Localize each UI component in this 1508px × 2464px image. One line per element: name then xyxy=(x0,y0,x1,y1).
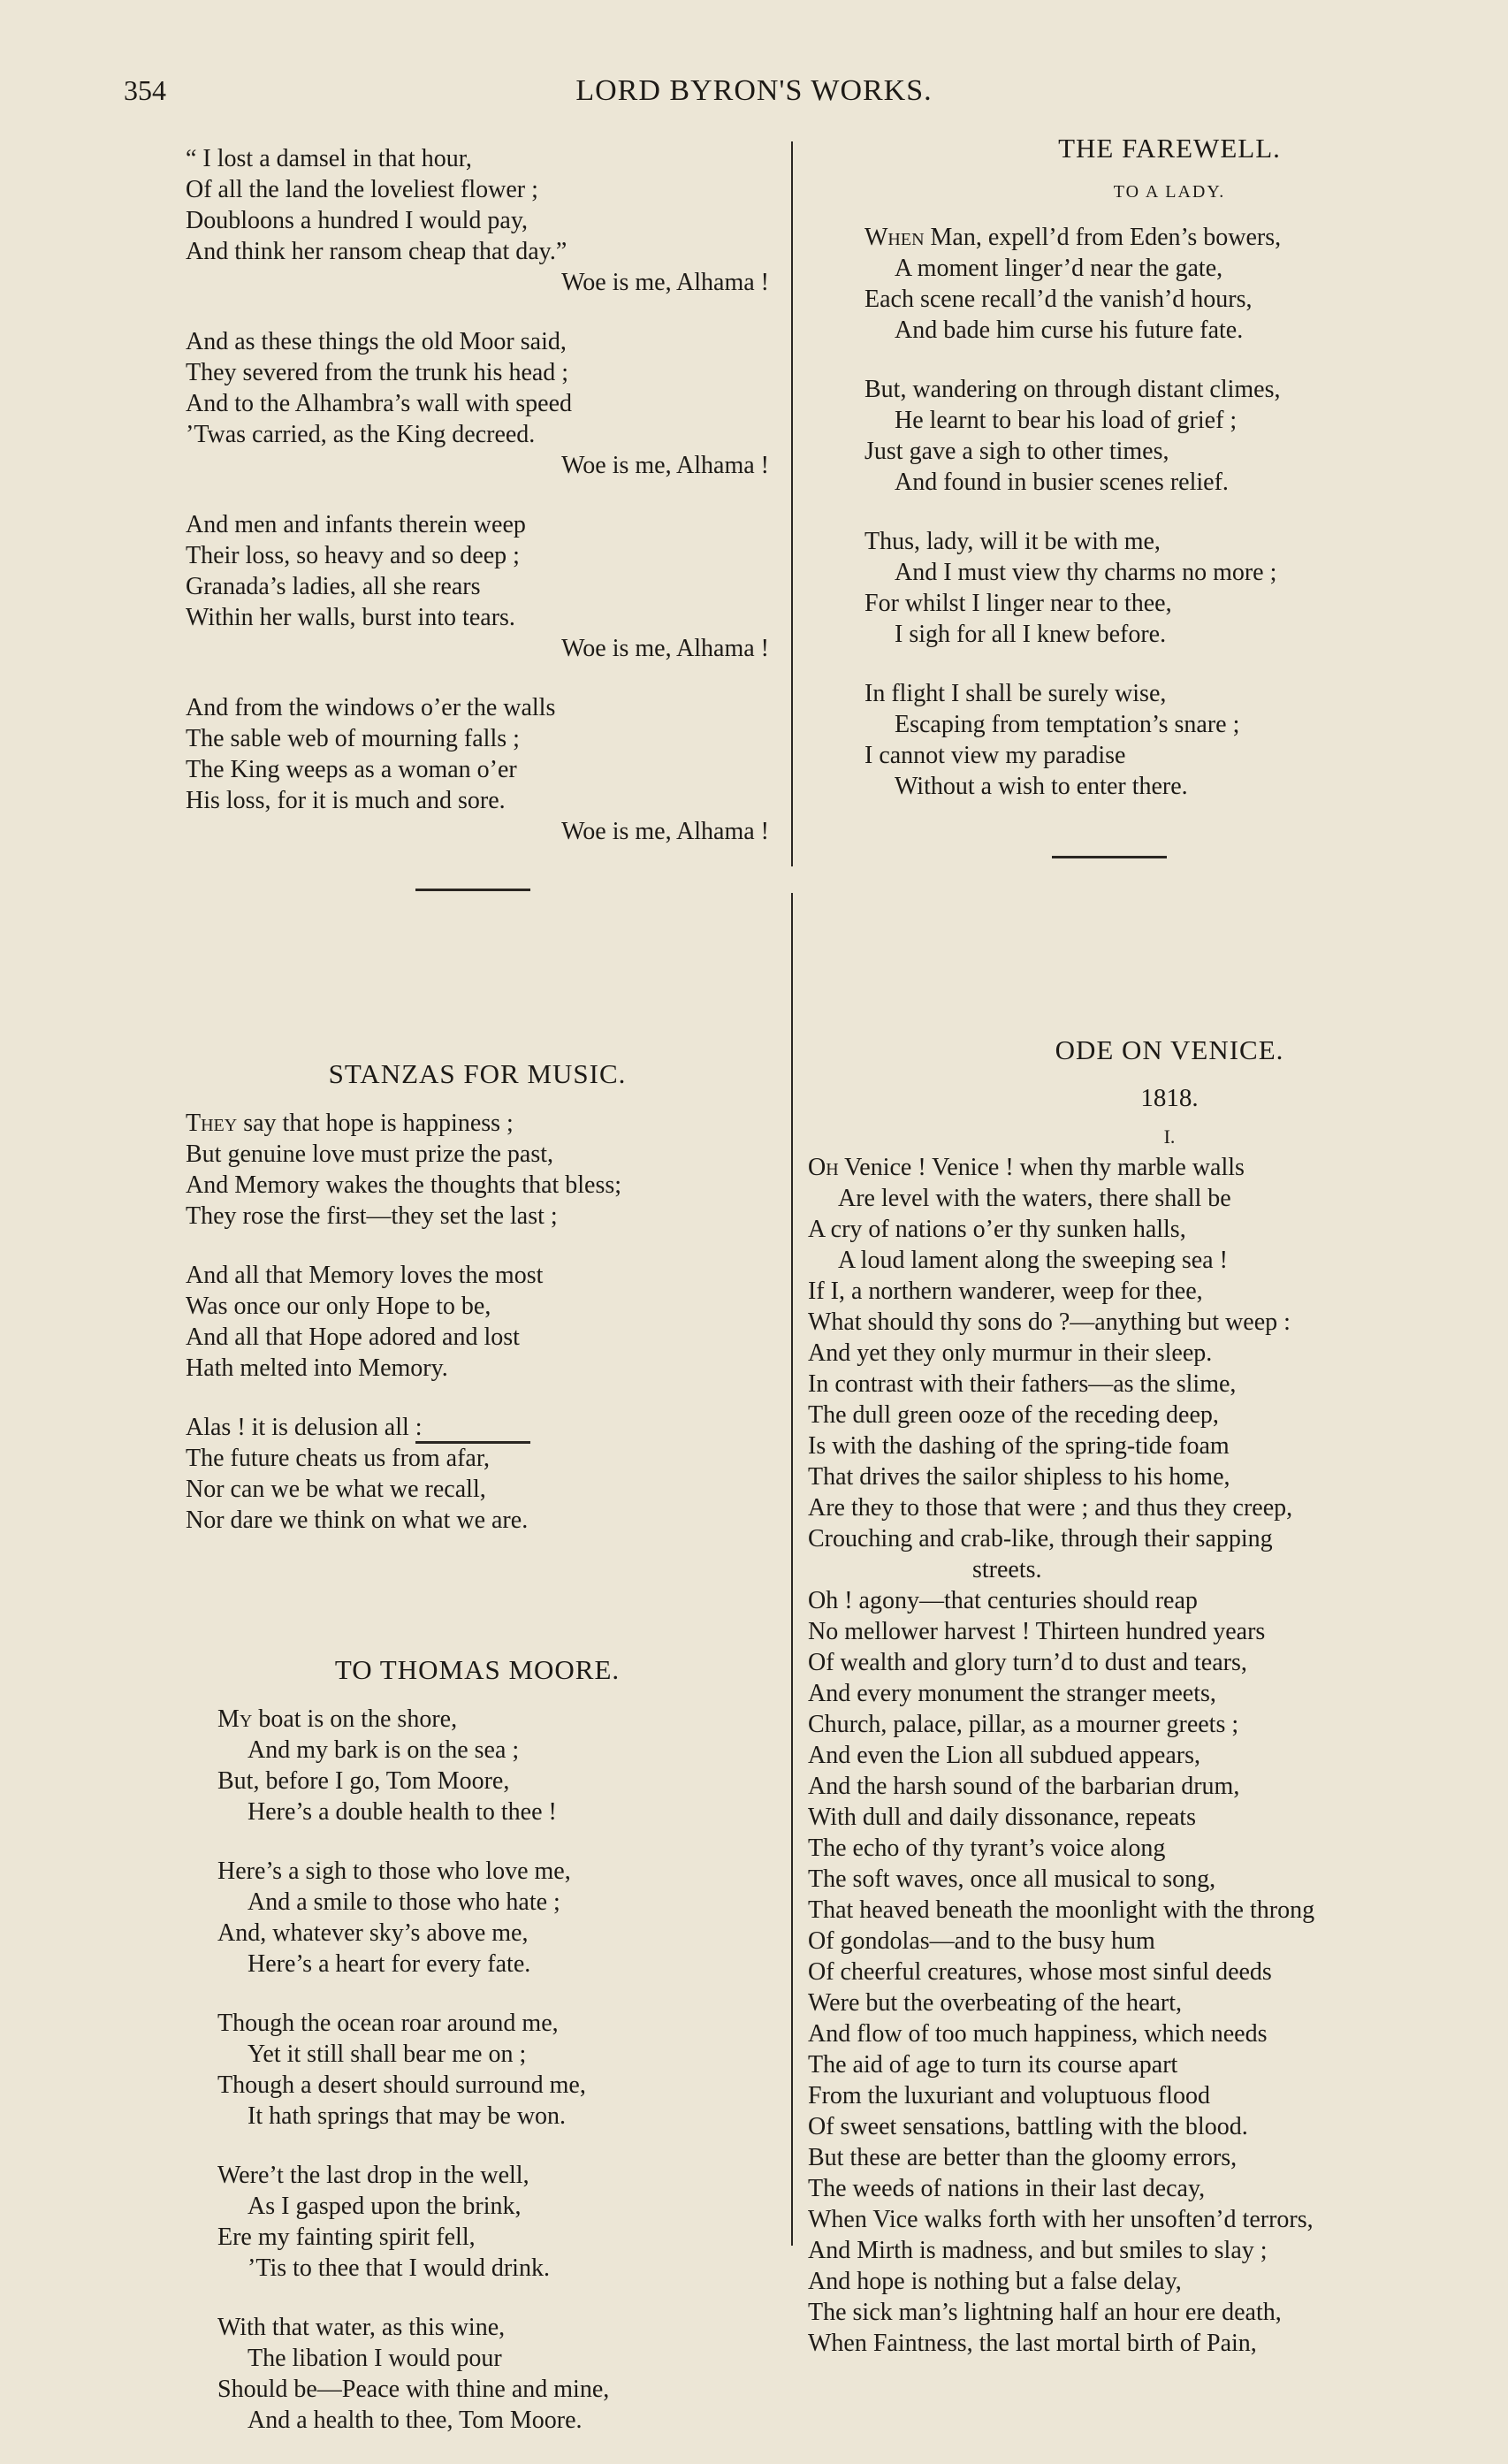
poem-line: The future cheats us from afar, xyxy=(186,1445,491,1472)
poem-line: Of cheerful creatures, whose most sinful deeds xyxy=(808,1958,1272,1986)
poem-line: A moment linger’d near the gate, xyxy=(895,255,1223,282)
poem-line: In flight I shall be surely wise, xyxy=(864,680,1167,707)
poem-line: Here’s a sigh to those who love me, xyxy=(217,1858,571,1885)
poem-line: Nor dare we think on what we are. xyxy=(186,1507,529,1534)
line-rest: say that hope is happiness ; xyxy=(237,1110,514,1137)
poem-line: But, before I go, Tom Moore, xyxy=(217,1767,510,1795)
poem-line: streets. xyxy=(972,1556,1042,1583)
poem-line: The dull green ooze of the receding deep, xyxy=(808,1401,1219,1429)
poem-line: With dull and daily dissonance, repeats xyxy=(808,1804,1196,1831)
poem-title: STANZAS FOR MUSIC. xyxy=(328,1058,627,1089)
poem-line: And a health to thee, Tom Moore. xyxy=(248,2407,583,2434)
drop-word: My xyxy=(217,1705,253,1733)
poem-line: Are they to those that were ; and thus they creep, xyxy=(808,1494,1293,1522)
poem-body xyxy=(864,222,1474,802)
poem-line: I cannot view my paradise xyxy=(864,742,1126,769)
poem-line xyxy=(808,1152,1474,1183)
poem-line: That heaved beneath the moonlight with the throng xyxy=(808,1896,1315,1924)
poem-line: Though a desert should surround me, xyxy=(217,2071,586,2099)
poem-stanza xyxy=(186,143,769,298)
poem-title: THE FAREWELL. xyxy=(1058,133,1281,164)
poem-line: And bade him curse his future fate. xyxy=(895,317,1244,344)
poem-line: And Mirth is madness, and but smiles to slay ; xyxy=(808,2237,1268,2264)
poem-line: And found in busier scenes relief. xyxy=(895,469,1229,496)
poem-line: And all that Memory loves the most xyxy=(186,1262,544,1289)
column-divider-top xyxy=(791,141,793,866)
running-head: LORD BYRON'S WORKS. xyxy=(575,74,933,107)
poem-line: Hath melted into Memory. xyxy=(186,1354,448,1382)
poem-line: The weeds of nations in their last decay, xyxy=(808,2175,1206,2202)
the-farewell xyxy=(864,133,1474,893)
poem-line xyxy=(217,1704,769,1735)
line-rest: Man, expell’d from Eden’s bowers, xyxy=(924,224,1282,251)
poem-line: They severed from the trunk his head ; xyxy=(186,359,569,386)
poem-line: Nor can we be what we recall, xyxy=(186,1476,486,1503)
to-thomas-moore xyxy=(186,1654,769,2436)
poem-line: Are level with the waters, there shall be xyxy=(838,1185,1231,1212)
poem-line: Of wealth and glory turn’d to dust and tears, xyxy=(808,1649,1247,1676)
poem-line: That drives the sailor shipless to his home, xyxy=(808,1463,1230,1491)
poem-line: “ I lost a damsel in that hour, xyxy=(186,145,472,172)
poem-line: Is with the dashing of the spring-tide foam xyxy=(808,1432,1230,1460)
poem-line: And my bark is on the sea ; xyxy=(248,1736,520,1764)
poem-line: And hope is nothing but a false delay, xyxy=(808,2268,1182,2295)
poem-line: And I must view thy charms no more ; xyxy=(895,559,1277,586)
poem-line: Church, palace, pillar, as a mourner greets ; xyxy=(808,1711,1239,1738)
poem-stanza xyxy=(186,509,769,664)
poem-line: But these are better than the gloomy errors, xyxy=(808,2144,1238,2171)
poem-line: And yet they only murmur in their sleep. xyxy=(808,1339,1213,1367)
poem-line: Of gondolas—and to the busy hum xyxy=(808,1927,1155,1955)
poem-line: Alas ! it is delusion all : xyxy=(186,1414,423,1441)
poem-line: Crouching and crab-like, through their sapping xyxy=(808,1525,1273,1552)
poem-line: And Memory wakes the thoughts that bless; xyxy=(186,1171,622,1199)
poem-line: And think her ransom cheap that day.” xyxy=(186,238,567,265)
poem-line: He learnt to bear his load of grief ; xyxy=(895,407,1238,434)
poem-line: With that water, as this wine, xyxy=(217,2314,506,2341)
poem-stanza xyxy=(217,1856,769,1980)
poem-line: And from the windows o’er the walls xyxy=(186,694,556,721)
poem-title: ODE ON VENICE. xyxy=(1055,1034,1284,1065)
ode-on-venice xyxy=(808,1034,1474,2359)
poem-stanza xyxy=(864,678,1474,802)
column-divider-bottom xyxy=(791,893,793,2246)
poem-line: Were’t the last drop in the well, xyxy=(217,2162,529,2189)
poem-stanza xyxy=(864,526,1474,650)
poem-line: Of all the land the loveliest flower ; xyxy=(186,176,538,203)
poem-line: Just gave a sigh to other times, xyxy=(864,438,1169,465)
poem-line: Were but the overbeating of the heart, xyxy=(808,1989,1183,2017)
right-column xyxy=(808,133,1474,2359)
poem-line: And a smile to those who hate ; xyxy=(248,1888,560,1916)
poem-line: It hath springs that may be won. xyxy=(248,2102,567,2130)
poem-stanza xyxy=(186,1260,769,1384)
poem-line: And, whatever sky’s above me, xyxy=(217,1919,529,1947)
poem-title: TO THOMAS MOORE. xyxy=(334,1654,621,1685)
drop-word: Oh xyxy=(808,1154,839,1181)
poem-line: A cry of nations o’er thy sunken halls, xyxy=(808,1216,1186,1243)
line-rest: boat is on the shore, xyxy=(252,1705,458,1733)
poem-line: Of sweet sensations, battling with the blood. xyxy=(808,2113,1248,2140)
left-column xyxy=(186,143,769,2464)
poem-stanza xyxy=(186,326,769,481)
poem-body xyxy=(808,1152,1474,2359)
page-number: 354 xyxy=(124,74,166,106)
poem-line: For whilst I linger near to thee, xyxy=(864,590,1172,617)
section-numeral: I. xyxy=(1163,1125,1176,1148)
poem-line: Escaping from temptation’s snare ; xyxy=(895,711,1240,738)
poem-line: The libation I would pour xyxy=(248,2345,502,2372)
poem-line: ’Tis to thee that I would drink. xyxy=(248,2254,550,2282)
poem-line: And even the Lion all subdued appears, xyxy=(808,1742,1200,1769)
line-rest: Venice ! Venice ! when thy marble walls xyxy=(838,1154,1245,1181)
poem-stanza xyxy=(217,2008,769,2132)
poem-stanza xyxy=(864,222,1474,346)
poem-line: Oh ! agony—that centuries should reap xyxy=(808,1587,1198,1614)
poem-stanza xyxy=(864,374,1474,498)
poem-line: And flow of too much happiness, which needs xyxy=(808,2020,1268,2048)
poem-subtitle: TO A LADY. xyxy=(1113,182,1226,202)
poem-line xyxy=(864,222,1474,253)
poem-line: But, wandering on through distant climes, xyxy=(864,376,1281,403)
poem-line: I sigh for all I knew before. xyxy=(895,621,1167,648)
poem-line: Should be—Peace with thine and mine, xyxy=(217,2376,610,2403)
poem-line: Within her walls, burst into tears. xyxy=(186,604,515,631)
poem-line: The aid of age to turn its course apart xyxy=(808,2051,1178,2079)
poem-line: They rose the first—they set the last ; xyxy=(186,1202,558,1230)
poem-refrain: Woe is me, Alhama ! xyxy=(561,635,769,662)
poem-year: 1818. xyxy=(1140,1084,1199,1112)
poem-line: Thus, lady, will it be with me, xyxy=(864,528,1161,555)
poem-line: Each scene recall’d the vanish’d hours, xyxy=(864,286,1253,313)
poem-refrain: Woe is me, Alhama ! xyxy=(561,269,769,296)
poem-line: Was once our only Hope to be, xyxy=(186,1293,491,1320)
poem-line: When Faintness, the last mortal birth of Pain, xyxy=(808,2330,1257,2357)
poem-line xyxy=(186,1108,769,1139)
poem-line: And as these things the old Moor said, xyxy=(186,328,567,355)
poem-line: When Vice walks forth with her unsoften’d terrors, xyxy=(808,2206,1314,2233)
poem-line: A loud lament along the sweeping sea ! xyxy=(838,1247,1228,1274)
poem-line: The sable web of mourning falls ; xyxy=(186,725,520,752)
drop-word: When xyxy=(864,224,925,251)
poem-line: The King weeps as a woman o’er xyxy=(186,756,517,783)
drop-word: They xyxy=(186,1110,238,1137)
poem-line: What should thy sons do ?—anything but weep : xyxy=(808,1308,1291,1336)
poem-line: His loss, for it is much and sore. xyxy=(186,787,506,814)
poem-stanza xyxy=(186,1412,769,1536)
poem-line: ’Twas carried, as the King decreed. xyxy=(186,421,536,448)
poem-line: The soft waves, once all musical to song, xyxy=(808,1865,1216,1893)
poem-line: Here’s a double health to thee ! xyxy=(248,1798,557,1826)
poem-refrain: Woe is me, Alhama ! xyxy=(561,818,769,845)
poem-line: Their loss, so heavy and so deep ; xyxy=(186,542,520,569)
poem-line: Here’s a heart for every fate. xyxy=(248,1950,531,1978)
poem-line: Though the ocean roar around me, xyxy=(217,2010,559,2037)
poem-line: In contrast with their fathers—as the slime, xyxy=(808,1370,1237,1398)
poem-line: The echo of thy tyrant’s voice along xyxy=(808,1835,1166,1862)
poem-line: Doubloons a hundred I would pay, xyxy=(186,207,529,234)
poem-line: And all that Hope adored and lost xyxy=(186,1324,520,1351)
poem-line: And men and infants therein weep xyxy=(186,511,526,538)
stanzas-for-music xyxy=(186,1058,769,1589)
poem-stanza xyxy=(217,2160,769,2284)
poem-stanza xyxy=(217,2312,769,2436)
poem-line: The sick man’s lightning half an hour ere death, xyxy=(808,2299,1282,2326)
poem-stanza xyxy=(186,1108,769,1232)
poem-line: Granada’s ladies, all she rears xyxy=(186,573,481,600)
poem-refrain: Woe is me, Alhama ! xyxy=(561,452,769,479)
poem-line: No mellower harvest ! Thirteen hundred years xyxy=(808,1618,1266,1645)
poem-stanza xyxy=(217,1704,769,1827)
poem-line: Yet it still shall bear me on ; xyxy=(248,2041,527,2068)
poem-line: As I gasped upon the brink, xyxy=(248,2193,522,2220)
poem-line: Without a wish to enter there. xyxy=(895,773,1188,800)
poem-line: If I, a northern wanderer, weep for thee, xyxy=(808,1278,1203,1305)
poem-line: And to the Alhambra’s wall with speed xyxy=(186,390,573,417)
poem-line: Ere my fainting spirit fell, xyxy=(217,2224,476,2251)
poem-line: And every monument the stranger meets, xyxy=(808,1680,1216,1707)
alhama-poem xyxy=(186,143,769,859)
poem-line: But genuine love must prize the past, xyxy=(186,1140,554,1168)
poem-line: And the harsh sound of the barbarian drum, xyxy=(808,1773,1240,1800)
poem-line: From the luxuriant and voluptuous flood xyxy=(808,2082,1210,2109)
poem-body xyxy=(186,1704,769,2436)
poem-stanza xyxy=(186,692,769,847)
